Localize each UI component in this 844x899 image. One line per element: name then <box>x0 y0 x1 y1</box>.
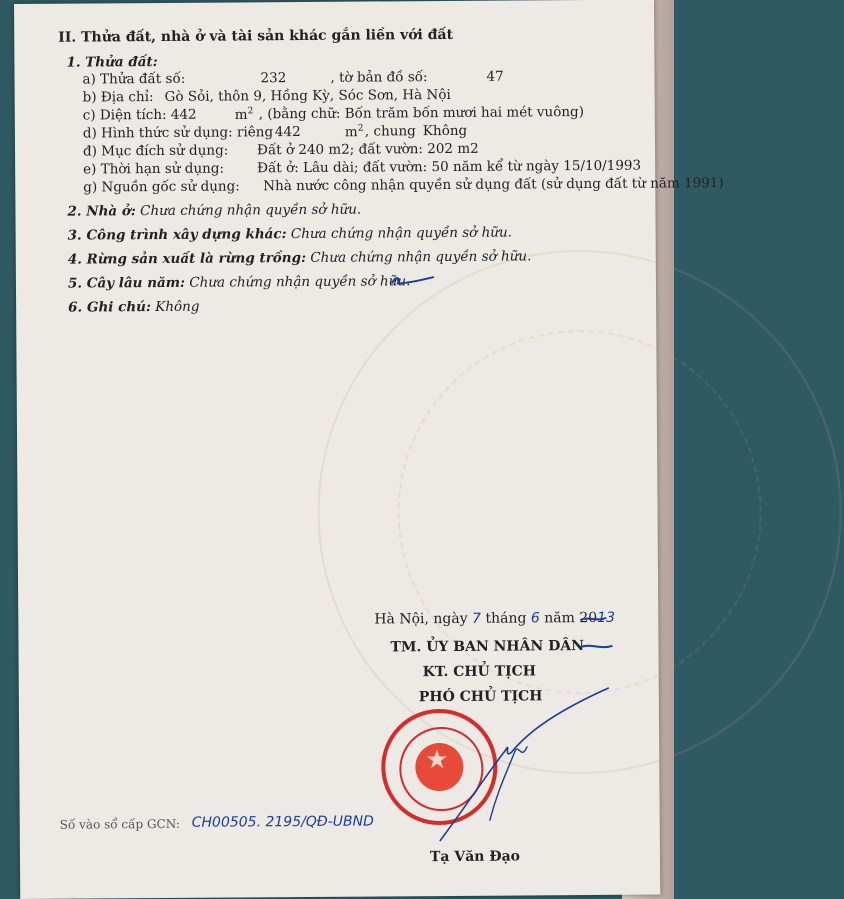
purpose-label: đ) Mục đích sử dụng: <box>82 142 229 160</box>
parcel-number-label: a) Thửa đất số: <box>82 70 186 88</box>
term-value: Đất ở: Lâu dài; đất vườn: 50 năm kể từ ngày 15/10/1993 <box>257 157 642 177</box>
handwritten-dash-mark-3 <box>578 640 614 654</box>
address-value: Gò Sỏi, thôn 9, Hồng Kỳ, Sóc Sơn, Hà Nội <box>164 86 451 105</box>
usage-common-label: , chung <box>364 123 416 140</box>
authority-line: TM. ỦY BAN NHÂN DÂN <box>390 638 585 656</box>
on-behalf-line: KT. CHỦ TỊCH <box>422 663 537 681</box>
signature-scribble <box>419 680 620 851</box>
handwritten-dash-mark-2 <box>578 612 608 626</box>
registry-number: CH00505. 2195/QĐ-UBND <box>191 813 374 831</box>
usage-form-label: d) Hình thức sử dụng: riêng <box>82 124 274 142</box>
map-sheet-label: , tờ bản đồ số: <box>330 69 428 86</box>
origin-value: Nhà nước công nhận quyền sử dụng đất (sử dụng đất từ năm 1991) <box>263 175 724 195</box>
map-sheet-number: 47 <box>486 68 504 85</box>
signer-name: Tạ Văn Đạo <box>429 848 521 866</box>
origin-label: g) Nguồn gốc sử dụng: <box>83 178 240 196</box>
certificate-page <box>14 0 724 899</box>
section-title: II. Thửa đất, nhà ở và tài sản khác gắn liền với đất <box>58 26 454 46</box>
usage-common-value: Không <box>422 122 468 140</box>
list-item-notes: 6. Ghi chú: Không <box>68 298 200 316</box>
usage-unit: $m^2$ <box>344 123 364 141</box>
area-unit: $m^2$ <box>234 106 254 123</box>
area-label: c) Diện tích: 442 <box>82 106 197 124</box>
vice-chairman-line: PHÓ CHỦ TỊCH <box>418 688 543 706</box>
list-item-construction: 3. Công trình xây dựng khác: Chưa chứng nhận quyền sở hữu. <box>67 224 512 244</box>
official-seal: ★ <box>381 709 498 826</box>
area-in-words: , (bằng chữ: Bốn trăm bốn mươi hai mét vuông) <box>258 104 585 123</box>
purpose-value: Đất ở 240 m2; đất vườn: 202 m2 <box>256 140 479 159</box>
address-label: b) Địa chỉ: <box>82 89 154 106</box>
term-label: e) Thời hạn sử dụng: <box>83 160 225 178</box>
list-item-forest: 4. Rừng sản xuất là rừng trồng: Chưa chứng nhận quyền sở hữu. <box>67 248 532 268</box>
registry-label: Số vào sổ cấp GCN: <box>59 816 180 832</box>
handwritten-dash-mark <box>388 271 438 291</box>
list-item-house: 2. Nhà ở: Chưa chứng nhận quyền sở hữu. <box>67 201 362 220</box>
list-item-perennial-trees: 5. Cây lâu năm: Chưa chứng nhận quyền sở hữu. <box>67 273 411 292</box>
issue-date: Hà Nội, ngày 7 tháng 6 năm 2013 <box>374 609 616 628</box>
land-heading: 1. Thửa đất: <box>66 53 158 71</box>
parcel-number: 232 <box>260 70 287 87</box>
usage-private-area: 442 <box>274 124 301 141</box>
